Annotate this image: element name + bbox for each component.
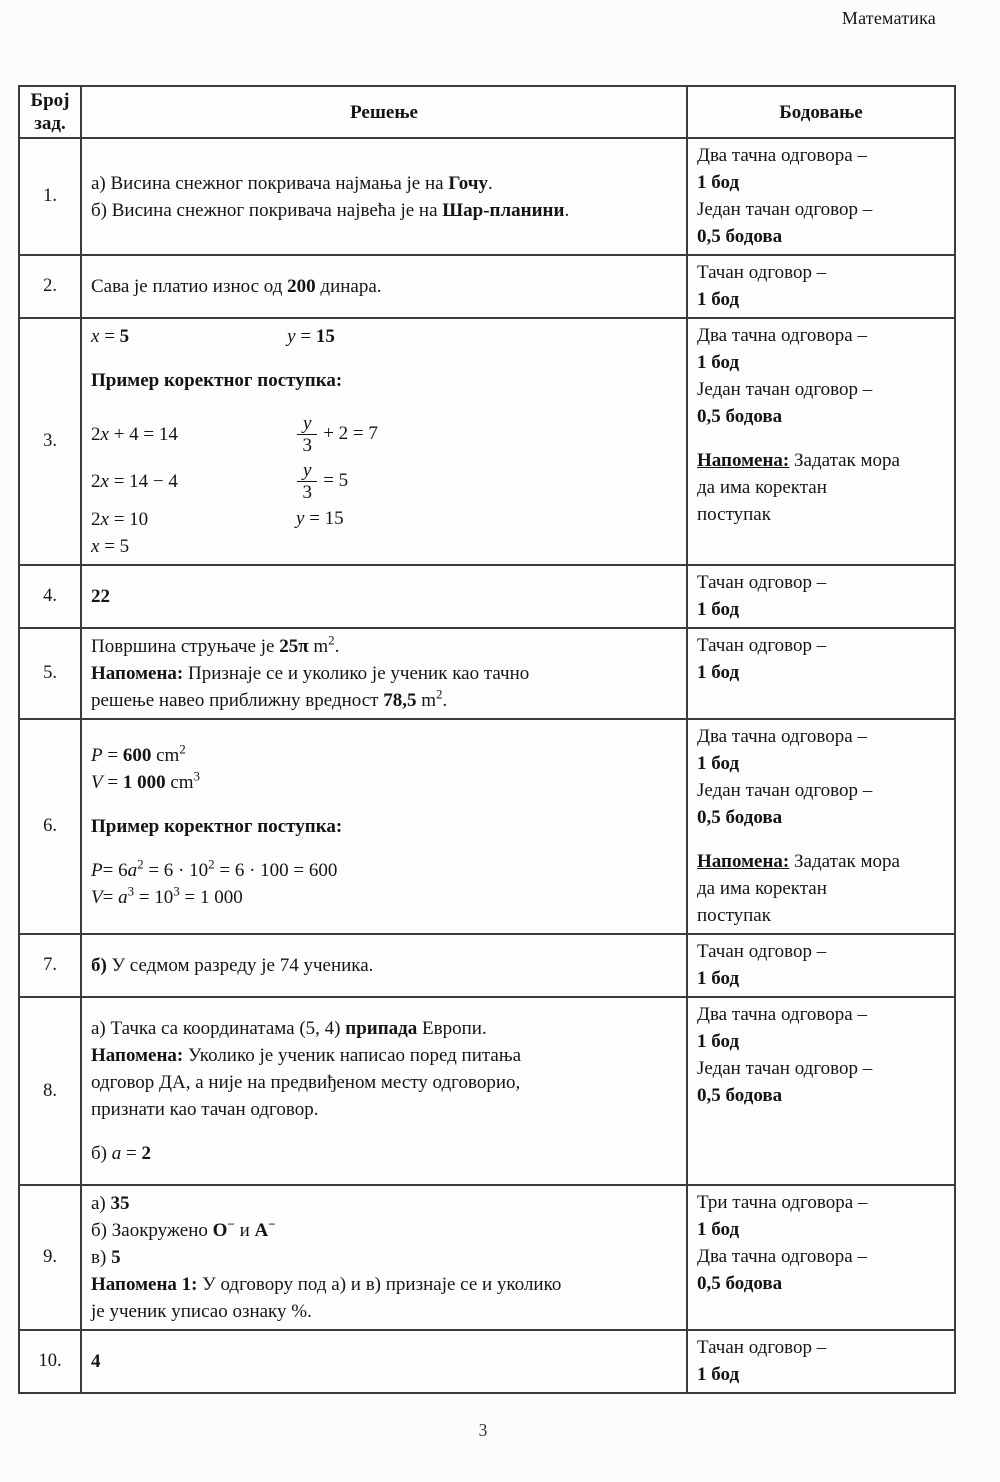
text-span: О bbox=[212, 1220, 228, 1242]
text-line bbox=[91, 1140, 676, 1167]
text-line bbox=[697, 323, 946, 350]
text-span: признати као тачан одговор. bbox=[91, 1099, 319, 1121]
text-span: Два тачна одговора – bbox=[697, 325, 867, 346]
text-line bbox=[697, 876, 946, 903]
text-line bbox=[697, 1002, 946, 1029]
solution-cell bbox=[81, 934, 687, 997]
text-span: б) Заокружено bbox=[91, 1220, 213, 1242]
text-span: 1 бод bbox=[697, 1031, 740, 1053]
text-line bbox=[697, 260, 946, 287]
text-span: 1 бод bbox=[697, 753, 740, 775]
text-line bbox=[91, 197, 676, 224]
text-line bbox=[91, 952, 676, 979]
text-span: Задатак мора bbox=[789, 851, 900, 873]
table-row bbox=[19, 1185, 955, 1330]
text-span: Задатак мора bbox=[789, 450, 900, 471]
text-line bbox=[91, 1244, 676, 1271]
task-number-cell: 8. bbox=[19, 997, 81, 1185]
task-number-cell: 7. bbox=[19, 934, 81, 997]
text-span: 4 bbox=[91, 1351, 101, 1373]
text-span: Гочу bbox=[448, 172, 488, 194]
table-row bbox=[19, 628, 955, 719]
text-span: А bbox=[254, 1220, 269, 1242]
text-span: . bbox=[334, 636, 340, 658]
text-line bbox=[91, 273, 676, 300]
text-span: = bbox=[102, 745, 123, 767]
text-span: x bbox=[100, 471, 109, 492]
text-span: 1 бод bbox=[697, 172, 740, 193]
text-line bbox=[91, 411, 676, 458]
text-span: одговор ДА, а није на предвиђеном месту одговорио, bbox=[91, 1072, 521, 1094]
text-line bbox=[697, 903, 946, 930]
text-span: = 6 · 10 bbox=[143, 860, 209, 882]
text-line bbox=[697, 832, 946, 849]
text-span: m bbox=[308, 636, 329, 658]
text-line bbox=[697, 224, 946, 251]
fraction-denominator: 3 bbox=[302, 435, 312, 456]
fraction-numerator: y bbox=[297, 460, 317, 482]
text-span: cm bbox=[151, 745, 180, 767]
task-number-cell: 3. bbox=[19, 318, 81, 565]
scoring-cell bbox=[687, 997, 955, 1185]
column-header-task-number-line1: Број bbox=[30, 90, 70, 111]
table-body bbox=[19, 138, 955, 1393]
text-span: = 6 bbox=[102, 860, 128, 882]
text-line bbox=[91, 367, 676, 394]
text-span: Напомена: bbox=[91, 663, 184, 685]
text-span: 0,5 бодова bbox=[697, 807, 783, 829]
text-span: У седмом разреду је 74 ученика. bbox=[106, 955, 374, 977]
text-span: је ученик уписао ознаку %. bbox=[91, 1301, 312, 1323]
text-line bbox=[91, 1096, 676, 1123]
solution-cell bbox=[81, 255, 687, 318]
text-line bbox=[697, 170, 946, 197]
text-span: cm bbox=[165, 772, 194, 794]
text-span: = 5 bbox=[99, 536, 130, 558]
text-span: Површина струњаче је bbox=[91, 636, 280, 658]
task-number-cell: 10. bbox=[19, 1330, 81, 1393]
text-span: Пример коректног поступка: bbox=[91, 370, 343, 391]
text-line bbox=[697, 966, 946, 993]
text-span: = bbox=[102, 887, 119, 909]
text-line bbox=[91, 1217, 676, 1244]
text-span: a bbox=[127, 860, 138, 882]
text-span: б) bbox=[91, 955, 107, 977]
scoring-cell bbox=[687, 934, 955, 997]
text-span: Два тачна одговора – bbox=[697, 1246, 867, 1268]
text-span: 3 bbox=[173, 883, 180, 899]
text-span: 15 bbox=[315, 326, 335, 347]
solution-cell bbox=[81, 318, 687, 565]
text-line bbox=[697, 1335, 946, 1362]
answer-key-table bbox=[18, 85, 956, 1394]
text-span: = bbox=[295, 326, 316, 347]
text-span: а) bbox=[91, 1193, 111, 1215]
text-span: 2 bbox=[91, 424, 101, 445]
text-line bbox=[91, 505, 676, 533]
text-line bbox=[697, 778, 946, 805]
text-line bbox=[91, 742, 676, 769]
table-header-row bbox=[19, 86, 955, 138]
text-line bbox=[91, 813, 676, 840]
text-span: 1 бод bbox=[697, 1219, 740, 1241]
text-line bbox=[91, 796, 676, 813]
solution-cell bbox=[81, 628, 687, 719]
text-span: 1 бод bbox=[697, 1364, 740, 1386]
text-line bbox=[91, 1271, 676, 1298]
text-span: Један тачан одговор – bbox=[697, 1058, 873, 1080]
task-number-cell: 2. bbox=[19, 255, 81, 318]
text-line bbox=[91, 1348, 676, 1375]
solution-cell bbox=[81, 138, 687, 255]
text-span: P bbox=[91, 860, 103, 882]
text-span: − bbox=[227, 1216, 235, 1232]
column-header-task-number bbox=[19, 86, 81, 138]
text-span: 3 bbox=[193, 768, 201, 784]
text-span: Напомена: bbox=[697, 450, 790, 471]
text-span: = 5 bbox=[318, 469, 349, 491]
text-span: 1 бод bbox=[697, 968, 740, 990]
text-span: припада bbox=[345, 1018, 418, 1040]
text-line bbox=[697, 197, 946, 224]
text-span: 0,5 бодова bbox=[697, 406, 783, 427]
text-line bbox=[697, 1083, 946, 1110]
text-span: a bbox=[111, 1143, 122, 1165]
text-span: 600 bbox=[122, 745, 152, 767]
task-number-cell: 6. bbox=[19, 719, 81, 934]
text-span: 1 000 bbox=[122, 772, 166, 794]
text-span: 35 bbox=[110, 1193, 130, 1215]
text-line bbox=[91, 1123, 676, 1140]
text-line bbox=[91, 350, 676, 367]
text-line bbox=[91, 1190, 676, 1217]
text-span: да има коректан bbox=[697, 477, 827, 498]
text-line bbox=[697, 475, 946, 502]
scoring-cell bbox=[687, 719, 955, 934]
text-span: . bbox=[487, 172, 493, 194]
text-span: = bbox=[102, 772, 123, 794]
solution-cell bbox=[81, 1330, 687, 1393]
text-line bbox=[697, 1029, 946, 1056]
text-span: 200 bbox=[287, 276, 316, 297]
text-span: и bbox=[234, 1220, 255, 1242]
text-span: 0,5 бодова bbox=[697, 226, 783, 247]
text-span: 2 bbox=[141, 1143, 151, 1165]
text-span: динара. bbox=[315, 276, 382, 297]
text-span: решење навео приближну вредност bbox=[91, 690, 384, 712]
solution-cell bbox=[81, 565, 687, 628]
text-span: 1 бод bbox=[697, 352, 740, 373]
text-span: Три тачна одговора – bbox=[697, 1192, 868, 1214]
text-line bbox=[91, 687, 676, 714]
text-line bbox=[697, 660, 946, 687]
fraction bbox=[296, 412, 318, 457]
text-span: Један тачан одговор – bbox=[697, 199, 873, 220]
text-line bbox=[697, 1244, 946, 1271]
text-span: а) Висина снежног покривача најмања је на bbox=[91, 172, 449, 194]
text-span: да има коректан bbox=[697, 878, 827, 900]
text-span: 1 бод bbox=[697, 599, 740, 621]
column-header-scoring: Бодовање bbox=[687, 86, 955, 138]
text-span: 2 bbox=[179, 741, 186, 757]
text-span: Пример коректног поступка: bbox=[91, 816, 343, 838]
text-line bbox=[91, 323, 676, 350]
text-span: 2 bbox=[91, 471, 101, 492]
text-line bbox=[697, 1362, 946, 1389]
table-row bbox=[19, 719, 955, 934]
task-number-cell: 1. bbox=[19, 138, 81, 255]
text-line bbox=[91, 583, 676, 610]
text-line bbox=[697, 287, 946, 314]
text-line bbox=[91, 660, 676, 687]
text-span: x bbox=[91, 326, 100, 347]
text-span: Тачан одговор – bbox=[697, 941, 827, 963]
text-span: − bbox=[268, 1216, 276, 1232]
scoring-cell bbox=[687, 565, 955, 628]
table-row bbox=[19, 138, 955, 255]
text-span: 1 бод bbox=[697, 289, 740, 310]
text-span: а) Тачка са координатама (5, 4) bbox=[91, 1018, 346, 1040]
text-line bbox=[697, 448, 946, 475]
table-row bbox=[19, 1330, 955, 1393]
document-subject-label: Математика bbox=[841, 8, 936, 28]
text-line bbox=[91, 857, 676, 884]
text-span: . bbox=[564, 199, 570, 221]
text-span: Напомена: bbox=[91, 1045, 184, 1067]
text-span: 5 bbox=[119, 326, 130, 347]
fraction bbox=[296, 459, 318, 504]
text-line bbox=[91, 1069, 676, 1096]
text-span: Два тачна одговора – bbox=[697, 145, 867, 166]
text-span: 0,5 бодова bbox=[697, 1085, 783, 1107]
text-span: 25π bbox=[279, 636, 309, 658]
table-row bbox=[19, 318, 955, 565]
text-line bbox=[697, 805, 946, 832]
solution-cell bbox=[81, 997, 687, 1185]
text-span: y bbox=[287, 326, 296, 347]
text-span: 1 бод bbox=[697, 662, 740, 684]
text-line bbox=[697, 1056, 946, 1083]
text-line bbox=[91, 1015, 676, 1042]
text-line bbox=[91, 633, 676, 660]
text-line bbox=[697, 404, 946, 431]
text-span: б) Висина снежног покривача највећа је на bbox=[91, 199, 443, 221]
table-row bbox=[19, 997, 955, 1185]
text-span: Један тачан одговор – bbox=[697, 780, 873, 802]
text-span: Један тачан одговор – bbox=[697, 379, 873, 400]
text-span: поступак bbox=[697, 504, 771, 525]
text-line bbox=[91, 170, 676, 197]
text-span: V bbox=[91, 887, 103, 909]
text-span: 22 bbox=[91, 586, 110, 608]
text-span: Европи. bbox=[417, 1018, 487, 1040]
text-span: 2 bbox=[328, 632, 335, 648]
text-line bbox=[697, 570, 946, 597]
text-line bbox=[91, 1042, 676, 1069]
solution-cell bbox=[81, 1185, 687, 1330]
text-span: Уколико је ученик написао поред питања bbox=[183, 1045, 522, 1067]
text-span: a bbox=[118, 887, 128, 909]
text-span: поступак bbox=[697, 905, 771, 927]
text-line bbox=[697, 849, 946, 876]
scoring-cell bbox=[687, 1185, 955, 1330]
text-line bbox=[697, 143, 946, 170]
text-span: Признаје се и уколико је ученик као тачно bbox=[183, 663, 530, 685]
text-span: P bbox=[91, 745, 103, 767]
text-line bbox=[697, 377, 946, 404]
text-span: m bbox=[416, 690, 437, 712]
text-span: в) bbox=[91, 1247, 112, 1269]
text-span: 0,5 бодова bbox=[697, 1273, 783, 1295]
table-row bbox=[19, 565, 955, 628]
text-line bbox=[697, 1271, 946, 1298]
text-span: . bbox=[442, 690, 448, 712]
equation-left-column bbox=[91, 506, 296, 533]
task-number-cell: 4. bbox=[19, 565, 81, 628]
text-span: + 2 = 7 bbox=[318, 422, 378, 444]
fraction-numerator: y bbox=[297, 413, 317, 435]
text-span: 2 bbox=[91, 509, 101, 531]
text-span: + 4 = 14 bbox=[108, 424, 178, 445]
text-span: 2 bbox=[208, 856, 215, 872]
text-span: Напомена: bbox=[697, 851, 790, 873]
text-line bbox=[697, 751, 946, 778]
text-span: Напомена 1: bbox=[91, 1274, 198, 1296]
text-span: Два тачна одговора – bbox=[697, 1004, 867, 1026]
text-span: V bbox=[91, 772, 103, 794]
text-span: = 15 bbox=[304, 508, 344, 529]
text-span: y bbox=[296, 508, 305, 529]
text-line bbox=[91, 884, 676, 911]
text-line bbox=[91, 769, 676, 796]
text-span: x bbox=[91, 536, 100, 558]
text-span: 78,5 bbox=[383, 690, 417, 712]
text-span: Тачан одговор – bbox=[697, 635, 827, 657]
text-span: x bbox=[100, 424, 109, 445]
text-line bbox=[91, 533, 676, 560]
text-span: Тачан одговор – bbox=[697, 1337, 827, 1359]
text-line bbox=[697, 939, 946, 966]
text-span: 3 bbox=[127, 883, 135, 899]
text-span: = bbox=[99, 326, 120, 347]
text-line bbox=[697, 1217, 946, 1244]
text-span: = 1 000 bbox=[179, 887, 243, 909]
text-span: x bbox=[100, 509, 109, 531]
text-span: Тачан одговор – bbox=[697, 572, 827, 594]
text-span: б) bbox=[91, 1143, 112, 1165]
equation-left-column bbox=[91, 468, 296, 495]
text-line bbox=[91, 840, 676, 857]
column-header-task-number-line2: зад. bbox=[34, 113, 66, 134]
solution-cell bbox=[81, 719, 687, 934]
scoring-cell bbox=[687, 255, 955, 318]
text-line bbox=[697, 597, 946, 624]
text-span: = bbox=[121, 1143, 142, 1165]
text-span: 5 bbox=[111, 1247, 121, 1269]
table-row bbox=[19, 934, 955, 997]
text-span: = 14 − 4 bbox=[108, 471, 178, 492]
text-span: 2 bbox=[436, 686, 443, 702]
scoring-cell bbox=[687, 138, 955, 255]
page-number: 3 bbox=[478, 1420, 488, 1440]
text-line bbox=[697, 350, 946, 377]
text-line bbox=[697, 724, 946, 751]
table-row bbox=[19, 255, 955, 318]
text-line bbox=[697, 502, 946, 529]
text-span: Сава је платио износ од bbox=[91, 276, 288, 297]
column-header-solution: Решење bbox=[81, 86, 687, 138]
text-line bbox=[697, 633, 946, 660]
scoring-cell bbox=[687, 628, 955, 719]
text-line bbox=[91, 394, 676, 411]
text-span: 2 bbox=[137, 856, 144, 872]
text-span: Шар-планини bbox=[442, 199, 565, 221]
task-number-cell: 5. bbox=[19, 628, 81, 719]
scoring-cell bbox=[687, 1330, 955, 1393]
scoring-cell bbox=[687, 318, 955, 565]
equation-left-column bbox=[91, 421, 296, 448]
task-number-cell: 9. bbox=[19, 1185, 81, 1330]
text-span: = 10 bbox=[134, 887, 174, 909]
text-line bbox=[697, 1190, 946, 1217]
text-line bbox=[91, 458, 676, 505]
text-line bbox=[697, 431, 946, 448]
fraction-denominator: 3 bbox=[302, 482, 312, 503]
text-span: Тачан одговор – bbox=[697, 262, 827, 283]
text-span: Два тачна одговора – bbox=[697, 726, 867, 748]
text-span: У одговору под а) и в) признаје се и уколико bbox=[197, 1274, 562, 1296]
text-span: = 6 · 100 = 600 bbox=[214, 860, 338, 882]
text-line bbox=[91, 1298, 676, 1325]
text-span: = 10 bbox=[108, 509, 149, 531]
